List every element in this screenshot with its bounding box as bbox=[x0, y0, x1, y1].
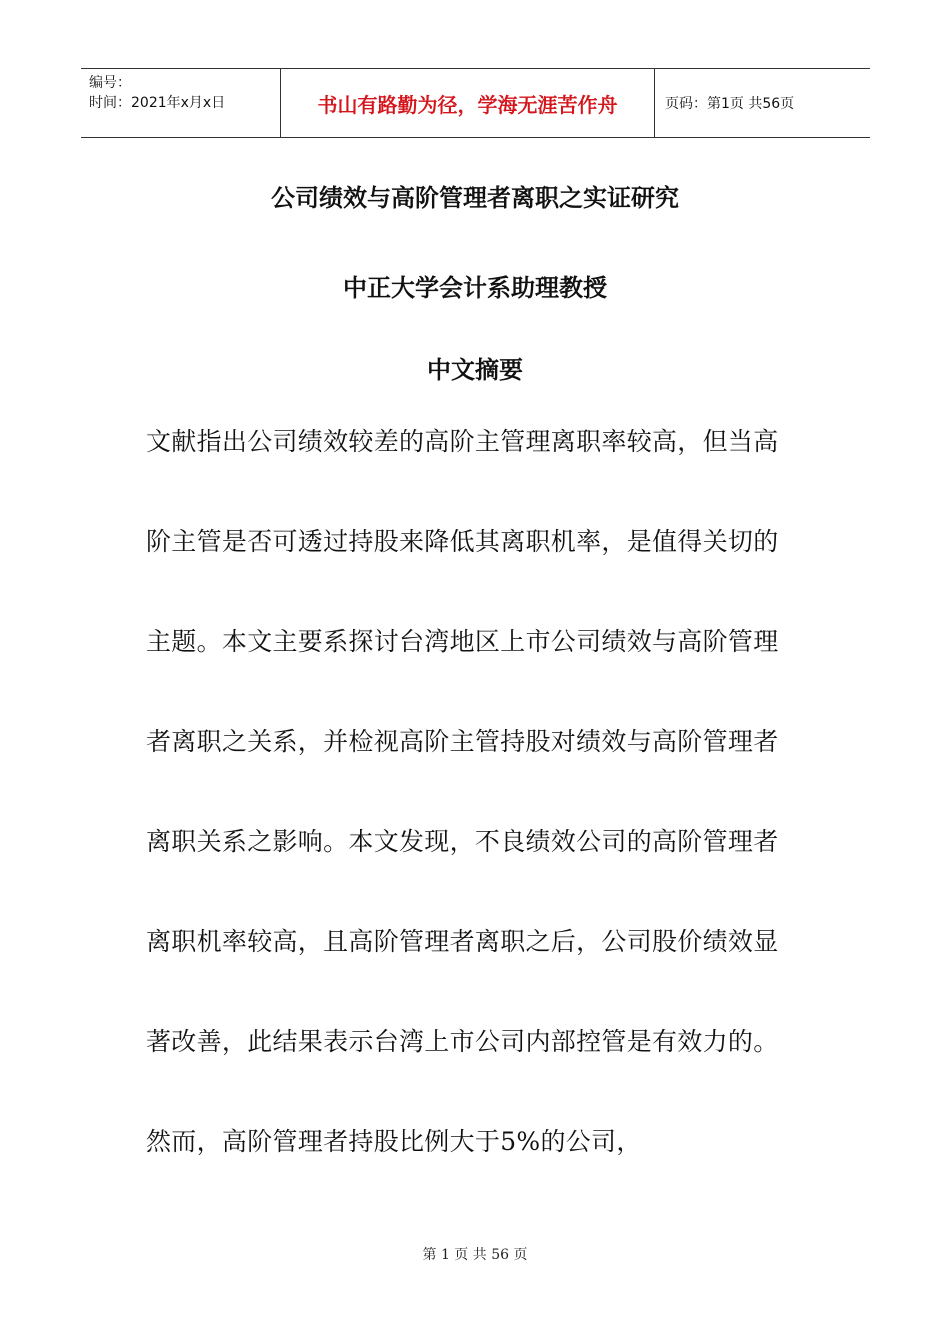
paragraph-line: 离职机率较高，且高阶管理者离职之后，公司股价绩效显 bbox=[146, 927, 779, 956]
document-title: 公司绩效与高阶管理者离职之实证研究 bbox=[271, 183, 679, 212]
section-heading: 中文摘要 bbox=[427, 355, 523, 384]
paragraph-line: 然而，高阶管理者持股比例大于5%的公司， bbox=[146, 1127, 642, 1156]
header-meta bbox=[81, 69, 281, 137]
header-page-info: 页码：第1页 共56页 bbox=[665, 96, 795, 112]
paragraph-line: 主题。本文主要系探讨台湾地区上市公司绩效与高阶管理 bbox=[146, 627, 779, 656]
header-motto: 书山有路勤为径，学海无涯苦作舟 bbox=[281, 69, 655, 137]
page-header bbox=[81, 68, 870, 138]
abstract-paragraph bbox=[146, 392, 826, 1192]
number-label: 编号： bbox=[89, 75, 131, 91]
paragraph-line: 者离职之关系，并检视高阶主管持股对绩效与高阶管理者 bbox=[146, 727, 779, 756]
paragraph-line: 文献指出公司绩效较差的高阶主管理离职率较高，但当高 bbox=[146, 427, 779, 456]
document-author: 中正大学会计系助理教授 bbox=[343, 273, 607, 302]
paragraph-line: 阶主管是否可透过持股来降低其离职机率，是值得关切的 bbox=[146, 527, 779, 556]
paragraph-line: 离职关系之影响。本文发现，不良绩效公司的高阶管理者 bbox=[146, 827, 779, 856]
time-label: 时间：2021年x月x日 bbox=[89, 95, 226, 111]
paragraph-line: 著改善，此结果表示台湾上市公司内部控管是有效力的。 bbox=[146, 1027, 779, 1056]
page-footer: 第 1 页 共 56 页 bbox=[422, 1247, 528, 1263]
